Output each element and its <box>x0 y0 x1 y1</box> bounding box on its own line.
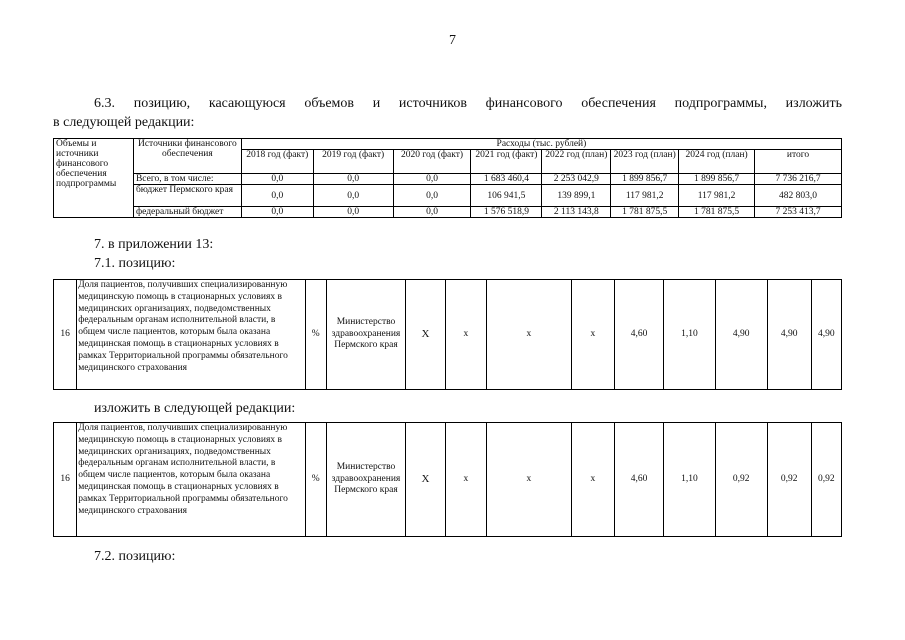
value-cell: 106 941,5 <box>471 185 542 207</box>
value-cell: 0,0 <box>313 174 393 185</box>
value-cell: x <box>571 280 614 390</box>
value-cell: 1,10 <box>664 280 715 390</box>
old-indicator-table <box>53 279 842 390</box>
value-cell: 1,10 <box>664 423 715 537</box>
value-cell: 1 683 460,4 <box>471 174 542 185</box>
value-cell: 0,0 <box>241 174 313 185</box>
year-header: 2021 год (факт) <box>471 150 542 174</box>
value-cell: x <box>571 423 614 537</box>
value-cell: 0,0 <box>313 207 393 218</box>
value-cell: 1 781 875,5 <box>679 207 755 218</box>
ministry-cell: Министерство здравоохранения Пермского края <box>326 280 405 390</box>
value-cell: 7 736 216,7 <box>755 174 842 185</box>
table-row <box>54 174 842 185</box>
value-cell: 1 781 875,5 <box>611 207 679 218</box>
value-cell: 2 253 042,9 <box>542 174 611 185</box>
unit-cell: % <box>305 280 326 390</box>
year-header: 2020 год (факт) <box>393 150 471 174</box>
year-header: 2023 год (план) <box>611 150 679 174</box>
value-cell: 117 981,2 <box>679 185 755 207</box>
finance-col2-header: Источники финансового обеспечения <box>133 139 241 174</box>
finance-table <box>53 138 842 218</box>
value-cell: 4,90 <box>811 280 841 390</box>
value-cell: 139 899,1 <box>542 185 611 207</box>
value-cell: 117 981,2 <box>611 185 679 207</box>
value-cell: 482 803,0 <box>755 185 842 207</box>
value-cell: 7 253 413,7 <box>755 207 842 218</box>
value-cell: x <box>486 280 571 390</box>
value-cell: 2 113 143,8 <box>542 207 611 218</box>
value-cell: 4,90 <box>767 280 811 390</box>
value-cell: 0,0 <box>313 185 393 207</box>
page-number: 7 <box>449 33 456 48</box>
year-header: 2022 год (план) <box>542 150 611 174</box>
finance-col1-header: Объемы и источники финансового обеспечения подпрограммы <box>54 139 134 218</box>
source-cell: Всего, в том числе: <box>133 174 241 185</box>
row-number: 16 <box>54 423 77 537</box>
value-cell: x <box>445 423 486 537</box>
table-row <box>54 185 842 207</box>
section-6-3-line1: 6.3. позицию, касающуюся объемов и источников финансового обеспечения подпрограммы, изложить <box>94 96 842 111</box>
value-cell: 0,92 <box>767 423 811 537</box>
value-cell: 0,0 <box>393 185 471 207</box>
value-cell: 4,90 <box>715 280 767 390</box>
value-cell: 1 899 856,7 <box>679 174 755 185</box>
ministry-cell: Министерство здравоохранения Пермского края <box>326 423 405 537</box>
year-header: 2024 год (план) <box>679 150 755 174</box>
value-cell: 0,92 <box>811 423 841 537</box>
indicator-description: Доля пациентов, получивших специализированную медицинскую помощь в стационарных условиях в медицинских организациях, подведомственных федеральным органам исполнительной власти, в общем числе пациентов, которым была оказана медицинская помощь в стационарных условиях в рамках Территориальной программы обязательного медицинского страхования <box>77 280 305 390</box>
item-7-2: 7.2. позицию: <box>94 549 176 564</box>
year-header: итого <box>755 150 842 174</box>
table-row <box>54 280 842 390</box>
new-indicator-table <box>53 422 842 537</box>
value-cell: x <box>445 280 486 390</box>
unit-cell: % <box>305 423 326 537</box>
value-cell: 0,0 <box>393 207 471 218</box>
item-7-1: 7.1. позицию: <box>94 256 176 271</box>
indicator-description: Доля пациентов, получивших специализированную медицинскую помощь в стационарных условиях в медицинских организациях, подведомственных федеральным органам исполнительной власти, в общем числе пациентов, которым была оказана медицинская помощь в стационарных условиях в рамках Территориальной программы обязательного медицинского страхования <box>77 423 305 537</box>
value-cell: 0,92 <box>715 423 767 537</box>
value-cell: 1 576 518,9 <box>471 207 542 218</box>
table-row <box>54 423 842 537</box>
value-cell: 0,0 <box>241 207 313 218</box>
year-header: 2019 год (факт) <box>313 150 393 174</box>
table-row <box>54 207 842 218</box>
value-cell: X <box>406 423 446 537</box>
row-number: 16 <box>54 280 77 390</box>
item-7: 7. в приложении 13: <box>94 237 214 252</box>
source-cell: бюджет Пермского края <box>133 185 241 207</box>
value-cell: x <box>486 423 571 537</box>
section-6-3-line2: в следующей редакции: <box>53 115 195 130</box>
replace-instruction: изложить в следующей редакции: <box>94 401 296 416</box>
source-cell: федеральный бюджет <box>133 207 241 218</box>
value-cell: 0,0 <box>241 185 313 207</box>
value-cell: X <box>406 280 446 390</box>
value-cell: 4,60 <box>614 280 663 390</box>
finance-expenses-header: Расходы (тыс. рублей) <box>241 139 841 150</box>
value-cell: 0,0 <box>393 174 471 185</box>
year-header: 2018 год (факт) <box>241 150 313 174</box>
value-cell: 4,60 <box>614 423 663 537</box>
value-cell: 1 899 856,7 <box>611 174 679 185</box>
